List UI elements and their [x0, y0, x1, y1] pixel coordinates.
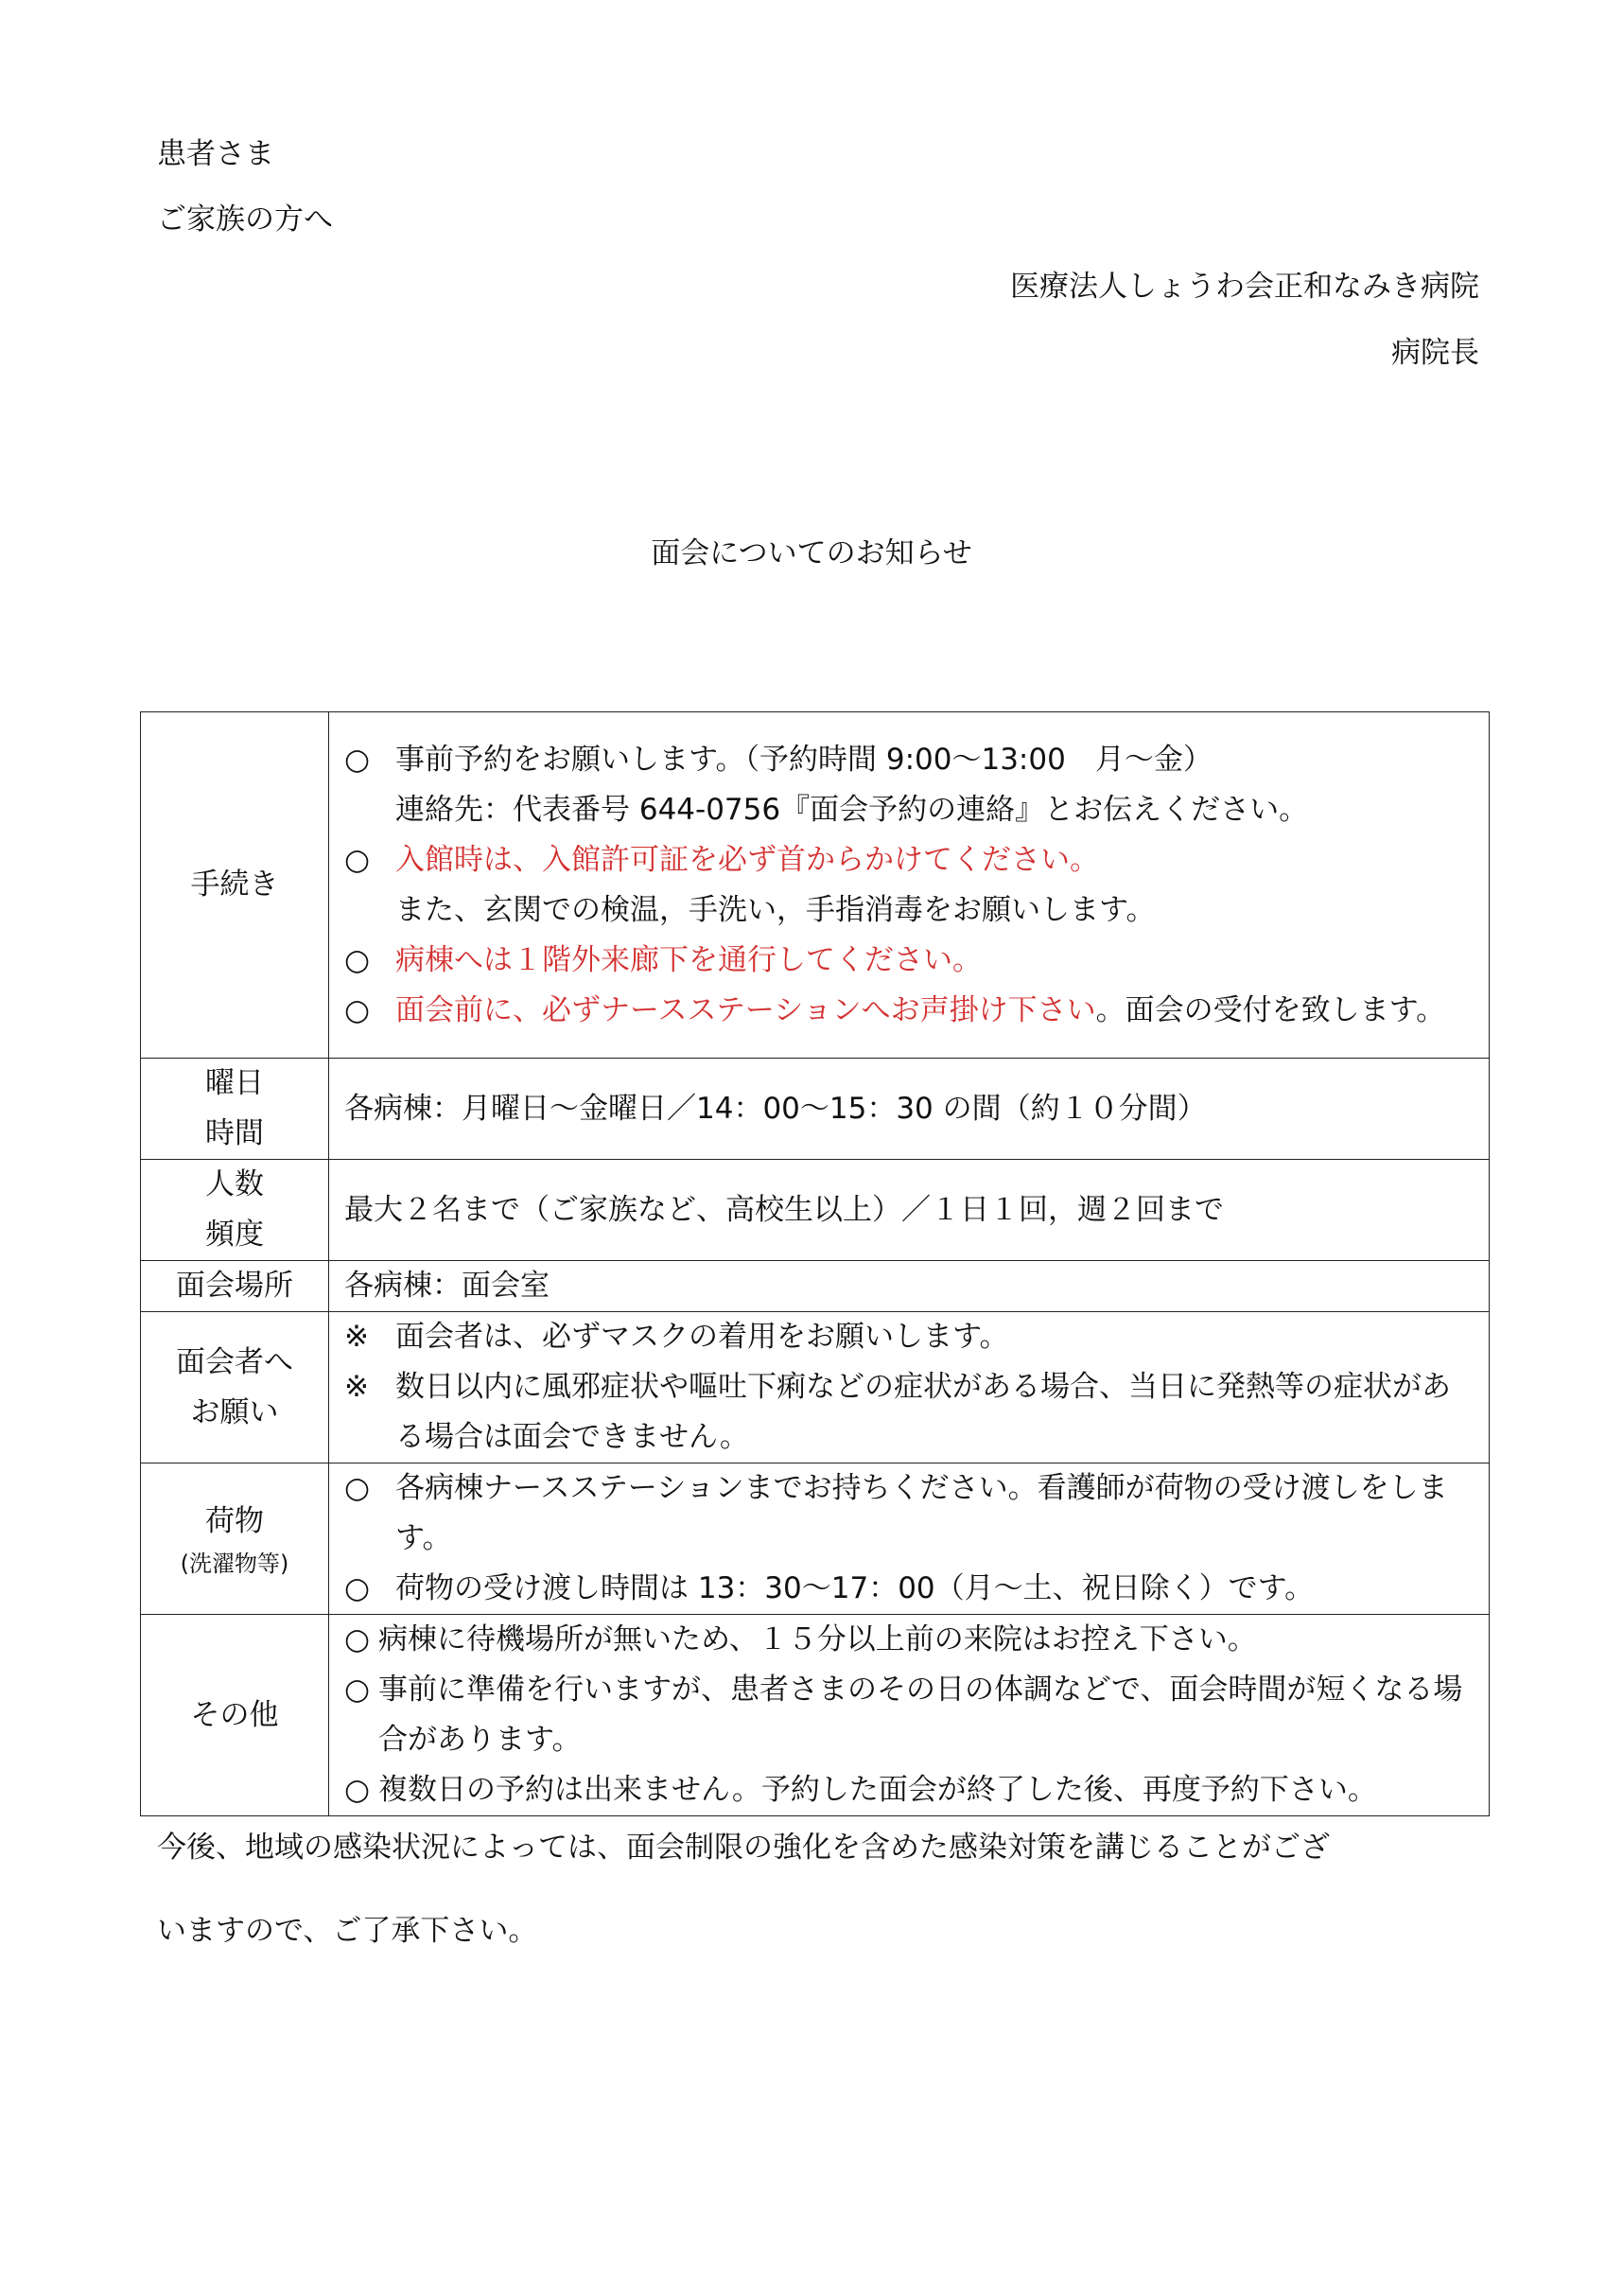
label-luggage-sub: (洗濯物等) [180, 1551, 289, 1577]
list-item [344, 936, 1477, 986]
procedure-station-emphasis: 面会前に、必ずナースステーションへお声掛け下さい [395, 992, 1096, 1027]
document-title: 面会についてのお知らせ [651, 536, 972, 570]
visiting-rules-table [140, 711, 1490, 1816]
list-item [344, 1312, 1477, 1362]
content-requests [329, 1312, 1490, 1463]
list-item [344, 1564, 1477, 1614]
luggage-hours-text: 荷物の受け渡し時間は 13：30～17：00（月～土、祝日除く）です。 [395, 1571, 1315, 1605]
procedure-reservation-text: 事前予約をお願いします。（予約時間 9:00～13:00 月～金） [395, 742, 1213, 777]
procedure-station-tail: 。面会の受付を致します。 [1095, 992, 1446, 1027]
content-place: 各病棟：面会室 [329, 1261, 1490, 1312]
sender-block [723, 265, 1479, 397]
procedure-permit-text: 入館時は、入館許可証を必ず首からかけてください。 [395, 842, 1099, 877]
list-item [344, 986, 1477, 1036]
list-item [344, 1463, 1477, 1564]
label-requests [141, 1312, 329, 1463]
bullet-mark: ○ [344, 1471, 371, 1505]
content-day-time: 各病棟：月曜日～金曜日／14：00～15：30 の間（約１０分間） [329, 1059, 1490, 1160]
other-waiting-text: 病棟に待機場所が無いため、１５分以上前の来院はお控え下さい。 [378, 1622, 1257, 1656]
list-item [344, 1615, 1477, 1665]
label-day-time [141, 1059, 329, 1160]
recipients [157, 132, 333, 263]
footer-line-1: 今後、地域の感染状況によっては、面会制限の強化を含めた感染対策を講じることがござ [157, 1831, 1330, 1865]
luggage-station-text: 各病棟ナースステーションまでお持ちください。看護師が荷物の受け渡しをします。 [395, 1471, 1448, 1555]
table-row-procedure [141, 712, 1490, 1059]
bullet-mark: ○ [344, 942, 371, 977]
list-item [344, 785, 1477, 835]
table-row-day-time [141, 1059, 1490, 1160]
content-luggage [329, 1463, 1490, 1615]
bullet-mark: ○ [344, 1673, 371, 1707]
sender-organization: 医療法人しょうわ会正和なみき病院 [1010, 270, 1479, 304]
content-other [329, 1615, 1490, 1816]
content-people: 最大２名まで（ご家族など、高校生以上）／１日１回，週２回まで [329, 1160, 1490, 1261]
label-procedure: 手続き [141, 712, 329, 1059]
procedure-corridor-text: 病棟へは１階外来廊下を通行してください。 [395, 942, 982, 977]
list-item [344, 1665, 1477, 1765]
list-item [344, 1362, 1477, 1463]
label-requests-line2: お願い [190, 1394, 279, 1429]
footer-note [157, 1826, 1481, 1992]
label-luggage [141, 1463, 329, 1615]
bullet-mark: ○ [344, 1622, 371, 1656]
label-requests-line1: 面会者へ [176, 1344, 293, 1379]
recipient-families: ご家族の方へ [157, 202, 333, 237]
bullet-mark: ○ [344, 742, 371, 777]
label-people-frequency [141, 1160, 329, 1261]
procedure-contact-text: 連絡先：代表番号 644-0756『面会予約の連絡』とお伝えください。 [395, 792, 1309, 827]
content-procedure [329, 712, 1490, 1059]
label-luggage-main: 荷物 [205, 1504, 264, 1538]
bullet-mark [344, 885, 395, 936]
bullet-mark: ○ [344, 1571, 371, 1605]
request-mask-text: 面会者は、必ずマスクの着用をお願いします。 [395, 1320, 1009, 1354]
procedure-station-text [395, 986, 1477, 1036]
label-other: その他 [141, 1615, 329, 1816]
bullet-mark [344, 785, 395, 835]
list-item [344, 885, 1477, 936]
sender-title: 病院長 [1391, 336, 1479, 370]
label-people: 人数 [205, 1167, 264, 1201]
list-item [344, 735, 1477, 785]
label-frequency: 頻度 [205, 1218, 264, 1252]
table-row-place [141, 1261, 1490, 1312]
note-mark: ※ [344, 1370, 369, 1404]
list-item [344, 835, 1477, 885]
bullet-mark: ○ [344, 1773, 371, 1807]
bullet-mark: ○ [344, 842, 371, 877]
table-row-luggage [141, 1463, 1490, 1615]
label-place: 面会場所 [141, 1261, 329, 1312]
label-time: 時間 [205, 1116, 264, 1150]
table-row-requests [141, 1312, 1490, 1463]
bullet-mark: ○ [344, 992, 371, 1027]
other-condition-text: 事前に準備を行いますが、患者さまのその日の体調などで、面会時間が短くなる場合があります。 [378, 1673, 1463, 1757]
other-multiday-text: 複数日の予約は出来ません。予約した面会が終了した後、再度予約下さい。 [378, 1773, 1377, 1807]
note-mark: ※ [344, 1320, 369, 1354]
label-day: 曜日 [205, 1066, 264, 1100]
list-item [344, 1765, 1477, 1815]
footer-line-2: いますので、ご了承下さい。 [157, 1914, 538, 1948]
table-row-people [141, 1160, 1490, 1261]
procedure-hygiene-text: また、玄関での検温，手洗い，手指消毒をお願いします。 [395, 892, 1156, 927]
table-row-other [141, 1615, 1490, 1816]
recipient-patients: 患者さま [157, 137, 274, 171]
request-symptoms-text: 数日以内に風邪症状や嘔吐下痢などの症状がある場合、当日に発熱等の症状がある場合は面会できません。 [395, 1370, 1451, 1454]
